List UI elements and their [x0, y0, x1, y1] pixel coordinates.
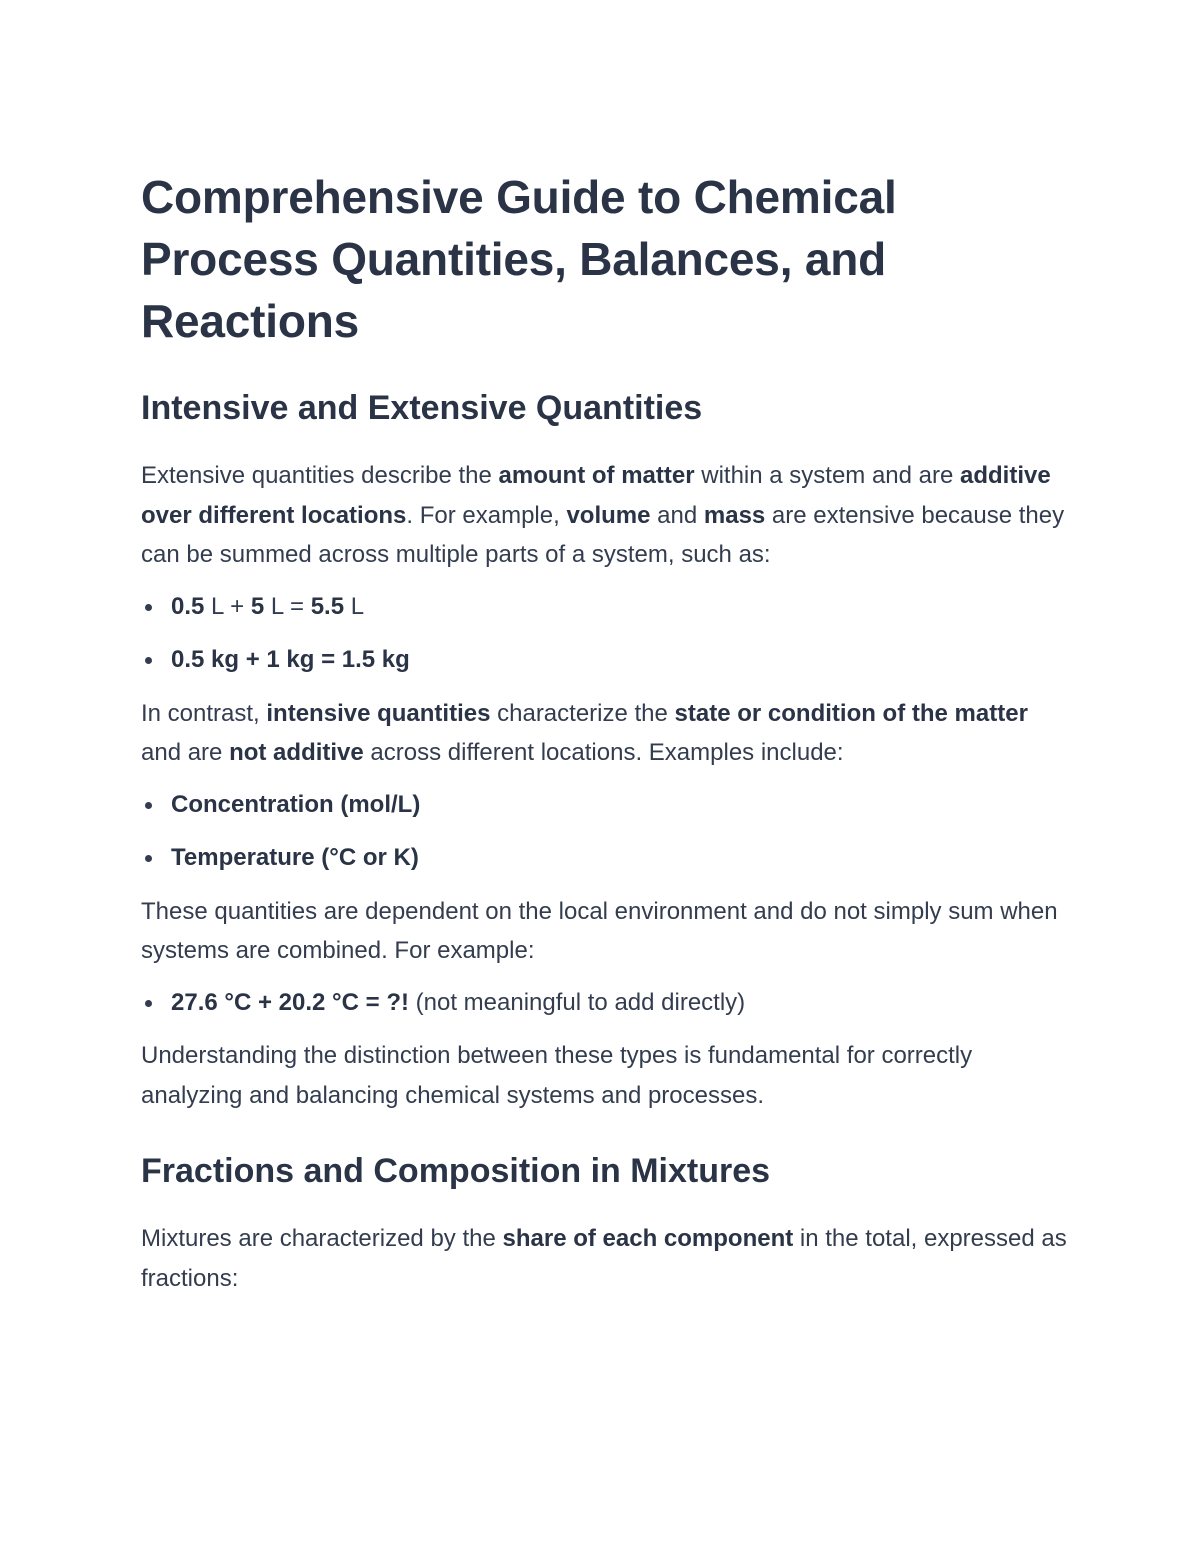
list-item	[141, 838, 1071, 878]
text-run: Extensive quantities describe the	[141, 462, 499, 489]
document-page	[141, 166, 1071, 1310]
bold-run: 0.5 kg + 1 kg = 1.5 kg	[171, 646, 410, 673]
text-run: L =	[264, 592, 311, 620]
bold-run: additive over different locations	[141, 462, 1051, 529]
bold-run: Temperature (°C or K)	[171, 844, 419, 871]
paragraph-extensive-quantities	[141, 456, 1071, 575]
list-item	[141, 785, 1071, 825]
bold-run: amount of matter	[498, 462, 695, 489]
bold-run: not additive	[229, 739, 364, 766]
bold-run: 5	[250, 592, 265, 620]
text-run: and are	[141, 739, 230, 766]
bold-run: share of each component	[502, 1225, 794, 1252]
list-item	[141, 587, 1071, 627]
list-item	[141, 640, 1071, 680]
paragraph-distinction-summary: Understanding the distinction between these types is fundamental for correctly analyzing and balancing chemical systems and processes.	[141, 1042, 973, 1109]
extensive-examples-list	[141, 587, 1071, 680]
paragraph-mixtures	[141, 1219, 1071, 1298]
text-run: (not meaningful to add directly)	[408, 988, 746, 1016]
bold-run: Concentration (mol/L)	[171, 790, 421, 818]
bold-run: 0.5	[171, 592, 205, 620]
bold-run: 5.5	[310, 592, 345, 620]
bold-run: volume	[566, 501, 651, 529]
section-heading-intensive-extensive: Intensive and Extensive Quantities	[141, 389, 703, 427]
bold-run: state or condition of the matter	[674, 699, 1028, 727]
text-run: L +	[204, 592, 251, 620]
section-heading-fractions-composition: Fractions and Composition in Mixtures	[141, 1152, 771, 1190]
text-run: in the total, expressed as fractions:	[141, 1225, 1067, 1292]
intensive-examples-list	[141, 785, 1071, 878]
bold-run: 27.6 °C + 20.2 °C = ?!	[171, 988, 409, 1016]
text-run: L	[344, 592, 365, 620]
text-run: across different locations. Examples include:	[363, 739, 844, 766]
paragraph-intensive-quantities	[141, 694, 1071, 773]
intensive-sum-example-list	[141, 983, 1071, 1023]
text-run: In contrast,	[141, 699, 267, 727]
text-run: characterize the	[490, 699, 675, 727]
text-run: . For example,	[406, 501, 567, 529]
list-item	[141, 983, 1071, 1023]
text-run: are extensive because they can be summed across multiple parts of a system, such as:	[141, 501, 1065, 568]
paragraph-intensive-note: These quantities are dependent on the local environment and do not simply sum when systems are combined. For example:	[141, 897, 1058, 964]
bold-run: intensive quantities	[266, 699, 491, 727]
document-title: Comprehensive Guide to Chemical Process Quantities, Balances, and Reactions	[141, 171, 897, 347]
text-run: Mixtures are characterized by the	[141, 1225, 503, 1252]
text-run: and	[650, 501, 704, 529]
text-run: within a system and are	[694, 462, 961, 489]
bold-run: mass	[703, 501, 766, 529]
